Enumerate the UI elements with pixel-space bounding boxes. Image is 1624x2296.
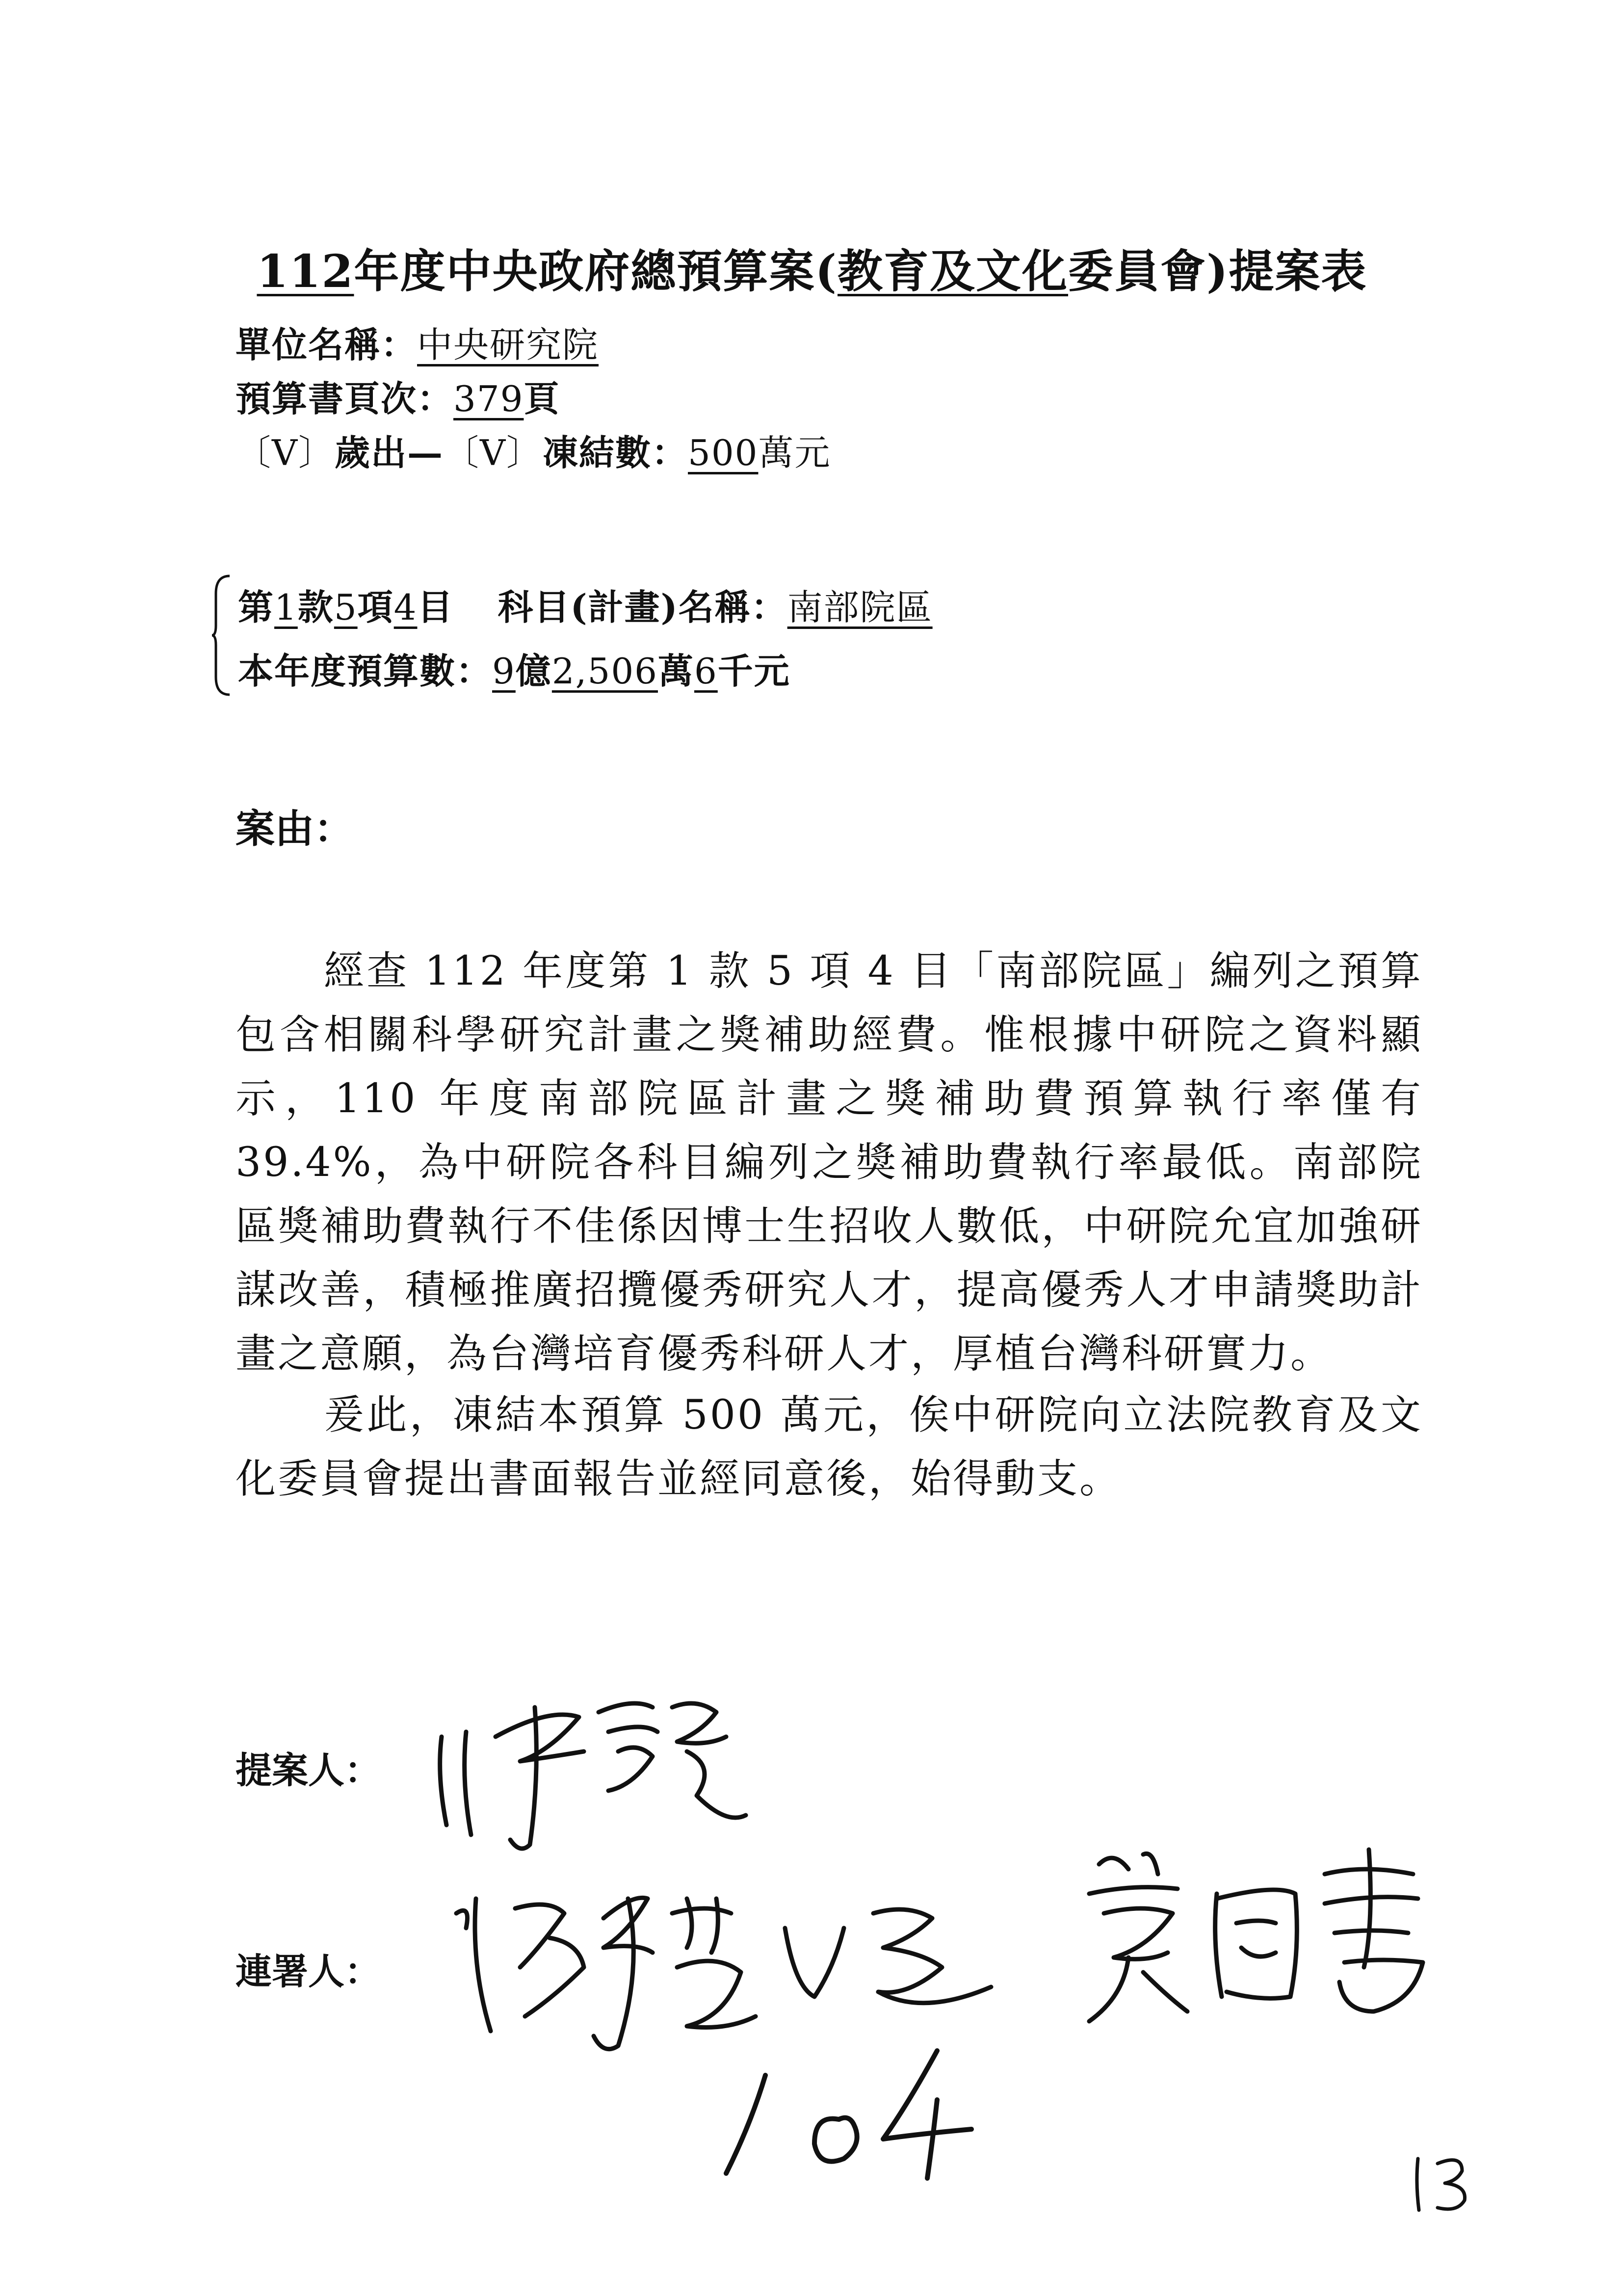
expenditure-check-2: 〔V〕 [444,432,543,473]
kuan-prefix: 第 [238,586,275,628]
expenditure-label-1: 歲出— [335,432,444,473]
kuan-value: 1 [274,587,298,628]
annual-budget-line [238,643,790,694]
reason-paragraph-1: 經查 112 年度第 1 款 5 項 4 目「南部院區」編列之預算包含相關科學研究計畫之獎補助經費。惟根據中研院之資料顯示，110 年度南部院區計畫之獎補助費預算執行率僅有 39.4%，為中研院各科目編列之獎補助費執行率最低。南部院區獎補助費執行不佳係因博士生招收人數低，中研院允宜加強研謀改善，積極推廣招攬優秀研究人才，提高優秀人才申請獎助計畫之意願，為台灣培育優秀科研人才，厚植台灣科研實力。 [236,948,1423,1377]
expenditure-line [236,424,831,475]
title-committee: 教育及文化 [838,245,1069,298]
budget-page-value: 379 [453,378,524,419]
budget-wan-label: 萬 [657,650,694,692]
proposer-signature [422,1678,756,1864]
budget-page-line [236,370,560,421]
title-year: 112 [257,245,354,298]
cosigner-signature-2 [1070,1835,1452,2041]
unit-value: 中央研究院 [417,324,599,365]
subject-line [238,579,933,630]
cosigner-label: 連署人： [236,1951,381,1993]
subject-value: 南部院區 [787,587,933,628]
budget-qian-value: 6 [694,651,718,692]
expenditure-label-2: 凍結數： [543,432,688,473]
page-title [0,235,1624,300]
xiang-label: 項 [357,586,394,628]
budget-yi-value: 9 [492,651,516,692]
title-text-1: 年度中央政府總預算案( [354,245,838,298]
title-text-2: 委員會)提案表 [1068,245,1367,298]
annual-budget-label: 本年度預算數： [238,650,493,692]
item-bracket [211,574,231,697]
reason-heading: 案由： [236,806,353,852]
handwritten-number-104 [707,2036,981,2183]
handwritten-page-number [1403,2149,1482,2218]
budget-page-suffix: 頁 [524,378,560,419]
mu-value: 4 [393,587,418,628]
budget-wan-value: 2,506 [551,651,658,692]
budget-yi-label: 億 [515,650,552,692]
freeze-unit: 萬元 [758,432,831,473]
kuan-label: 款 [297,586,334,628]
unit-label: 單位名稱： [236,324,418,365]
unit-line [236,316,599,367]
budget-qian-label: 千元 [717,650,790,692]
xiang-value: 5 [334,587,358,628]
expenditure-check-1: 〔V〕 [236,432,335,473]
freeze-amount: 500 [688,432,759,473]
mu-label: 目 [417,586,454,628]
budget-page-label: 預算書頁次： [236,378,454,419]
subject-label: 科目(計畫)名稱： [498,586,787,628]
reason-paragraph-2: 爰此，凍結本預算 500 萬元，俟中研院向立法院教育及文化委員會提出書面報告並經同意後，始得動支。 [236,1392,1423,1502]
proposer-label: 提案人： [236,1749,381,1792]
